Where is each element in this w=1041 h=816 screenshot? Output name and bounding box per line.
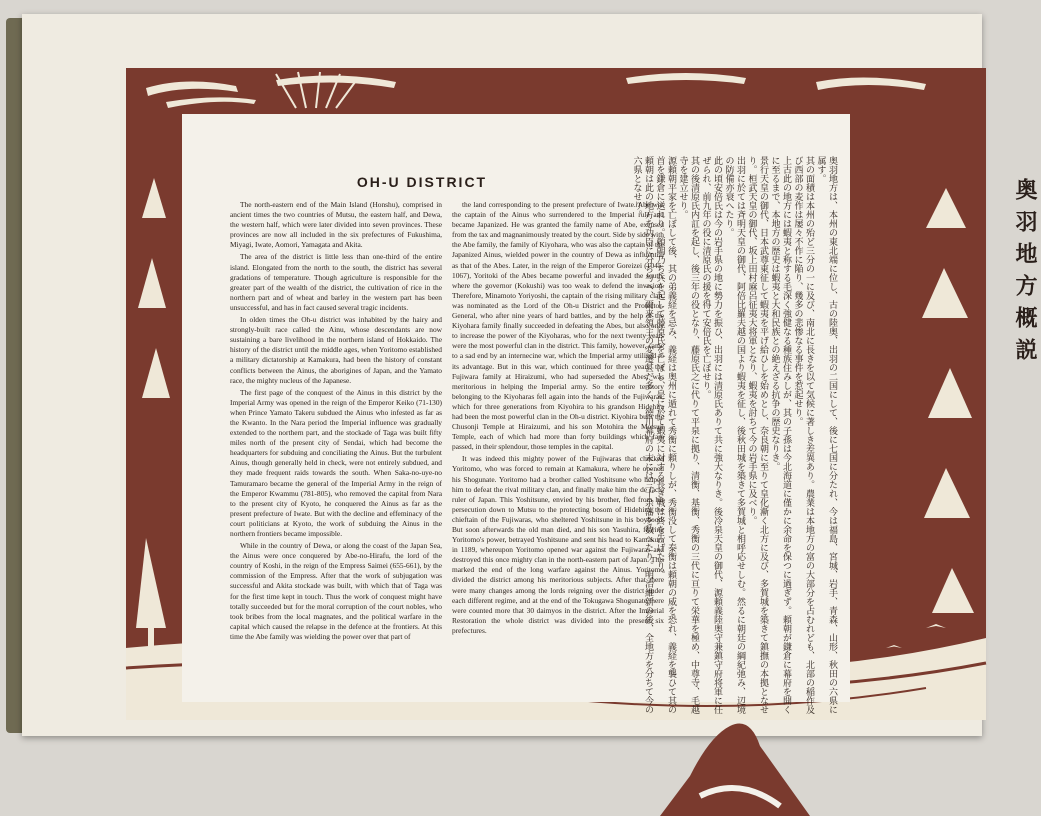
article-title: OH-U DISTRICT (356, 174, 488, 190)
right-trees (922, 188, 974, 613)
left-trees (136, 178, 170, 658)
paragraph: The first page of the conquest of the Ainus in this district by the Imperial Army was opened in the reign of the Emperor Keiko (71-130) when Prince Yamato Takeru subdued the Ainus who infested as far as the Kwanto. In the Nara period the Imperial influence was gradually extended to the northern part, and the stockade of Taga was built fifty miles north of the present city of Sendai, which had become the headquarters for subduing and conciliating the Ainus. But the turbulent Ainus, though generally held in check, were not entirely subdued, and they made frequent raids towards the south. When Saka-no-uye-no Tamuramaro became the general of the Imperial Army in the reign of the Emperor Kwammu (781-805), who removed the capital from Nara to the present city of Kyoto, he conquered the Ainus as far as the present prefecture of Iwate. But with the decline and effeminacy of the court politicians at Kyoto, the work of subduing the Ainus in the northern frontiers became impossible. (230, 387, 442, 538)
japanese-column: 源頼朝平家を亡ぼして後、其の弟義経を忌み、義経は奥州に遁れて秀衡に頼りしが、秀衡没して泰衡は頼朝の威を恐れ、義経を襲ひて其の首を鎌倉に送れり。頼朝乃ち兵を起して藤原氏を亡ぼし、是に於て蝦夷に対する長き戦は終を告げたり。 (655, 156, 677, 714)
japanese-column: 此の頃安倍氏は今の岩手県の地に勢力を振ひ、出羽には清原氏ありて共に強大なりき。後冷泉天皇の御代、源頼義陸奥守兼鎮守府将軍に任ぜられ、前九年の役に清原氏の援を得て安倍氏を亡ぼせり。 (701, 156, 723, 714)
japanese-column: 上古此の地方には蝦夷と称する毛深く強健なる種族住みしが、其の子孫は今北海道に僅かに余命を保つに過ぎず。頼朝が鎌倉に幕府を開くに至るまで、本地方の歴史は蝦夷と大和民族との絶えざる抗争の歴史なりき。 (770, 156, 792, 714)
woodblock-frame (126, 68, 1038, 720)
japanese-text-block (632, 156, 838, 716)
english-column-1 (230, 200, 442, 644)
japanese-column: 景行天皇の御代、日本武尊東征して蝦夷を平げ給ひしを始めとし、奈良朝に至りて皇化漸く北方に及び、多賀城を築きて鎮撫の本拠となせり。桓武天皇の御代、坂上田村麻呂征夷大将軍となり、蝦夷を討ちて今の岩手県に及べり。 (747, 156, 769, 714)
japanese-column: 出羽に於ては斉明天皇の御代、阿倍比羅夫越の国より蝦夷を征し、後秋田城を築きて多賀城と相呼応せしむ。然るに朝廷の綱紀弛み、辺境の防備亦衰へたり。 (724, 156, 746, 714)
paragraph: the land corresponding to the present prefecture of Iwate. Abe was the captain of the Ainus who surrendered to the Imperial rule and became Japanized. He was granted the family name of Abe, excused from the tax and magnanimously treated by the court. Side by side with the Abe family, the family of Kiyohara, who was also the captain of the Japanized Ainus, wielded power in the country of Dewa as influential as that of the Abes. Later, in the reign of the Emperor Goreizei (1045-1067), Yoritoki of the Abes became powerful and invaded the south, where the governor (Kokushi) was too weak to defend the invasion. Therefore, Minamoto Yoriyoshi, the captain of the rising military clan, was nominated as the Lord of the Oh-u District and the Protector-General, who after nine years of hard battles, and by the help of the Kiyohara family finally succeeded in defeating the Abes, but also only to increase the power of the Kiyoharas, who for the next twenty years were the most powerful clan in the district. This family, however, came to a sad end by an internecine war, which the Imperial army utilized to its advantage. But in this war, which continued for three years, the Fujiwara family at Hiraizumi, who had superseded the Abes, was meritorious in helping the Imperial army. So the entire territory belonging to the Kiyoharas fell again into the hands of the Fujiwaras, which for three generations from Kiyohira to his grandson Hidehira had been the most powerful clan in the Oh-u district. Kiyohira built the Chusonji Temple at Hiraizumi, and his son Motohira the Motsuji Temple, each of which had more than forty buildings which fare passed, in their splendour, those temples in the capital. (452, 200, 664, 452)
japanese-title: 奥羽地方概説 (1013, 178, 1038, 370)
text-panel (182, 114, 850, 714)
paragraph: In olden times the Oh-u district was inhabited by the hairy and strongly-built race called the Ainu, whose descendants are now sustaining a bare livelihood in the northern island of Hokkaido. The history of the district until the middle ages, when Yoritomo established a military dictatorship at Kamakura, had been the history of constant conflicts between the Ainus, the aborigines of Japan, and the Yamato race, the mighty nucleus of the Japanese. (230, 315, 442, 385)
page (22, 14, 1038, 736)
paragraph: The area of the district is little less than one-third of the entire island. Elongated from the north to the south, the district has several gradations of temperature. Though agriculture is responsible for the greater part of the wealth of the district, the cultivation of rice in the northern part and of wheat and barley in the western part has been unsuccessful, and has in fact caused several tragic incidents. (230, 252, 442, 312)
japanese-column: 其の後清原氏内訌を起し、後三年の役となり、藤原氏之に代りて平泉に拠り、清衡、基衡、秀衡の三代に亘りて栄華を極め、中尊寺、毛越寺を建立せり。 (678, 156, 700, 714)
mountain-illustration (660, 716, 810, 816)
japanese-column: 奥羽地方は、本州の東北端に位し、古の陸奥、出羽の二国にして、後に七国に分たれ、今は福島、宮城、岩手、青森、山形、秋田の六県に属す。 (816, 156, 838, 714)
paragraph: It was indeed this mighty power of the Fujiwaras that checked Yoritomo, who was forced to remain at Kamakura, where he opened his Shogunate. Yoritomo had a brother called Yoshitsune who helped him to defeat the rival military clan, and finally make him the de facto ruler of Japan. This Yoshitsune, envied by his brother, fled from his persecution down to Mutsu to the protecting bosom of Hidehira, the chieftain of the Fujiwaras, who sheltered Yoshitsune in his boyhood. But soon afterwards the old man died, and his son Yasuhira, fearing Yoritomo's power, betrayed Yoshitsune and sent his head to Kamakura in 1189, whereupon Yoritomo opened war against the Fujiwaras and destroyed this once mighty clan in the north-eastern part of Japan. This marked the end of the long warfare against the Ainus. Yoritomo divided the district among his meritorious subjects. After that there were many changes among the lords reigning over the district under each different regime, and at the end of the Tokugawa Shogunate there were counted more that 30 daimyos in the district. After the Imperial Restoration the whole district was divided into the present six prefectures. (452, 454, 664, 635)
japanese-column: 其の面積は本州の殆ど三分の一に及び、南北に長きを以て気候に著しき差異あり。農業は本地方の富の大部分を占むれども、北部の稲作及び西部の麦作は屡々不作に陥り、幾多の悲惨なる事件を惹起せり。 (793, 156, 815, 714)
cloud-stripes (146, 73, 926, 108)
japanese-column: 頼朝は此の地方を功臣に分ち与へ、爾来領主の変遷甚だ多く、徳川幕府の末には三十余藩を数へたり。明治維新の後、全地方を分ちて今の六県となせり。 (632, 156, 654, 714)
paragraph: The north-eastern end of the Main Island (Honshu), comprised in ancient times the two countries of Mutsu, the eastern half, and Dewa, the western half, which were later divided into seven provinces. These provinces are now all included in the six prefectures of Fukushima, Miyagi, Iwate, Aomori, Yamagata and Akita. (230, 200, 442, 250)
paragraph: While in the country of Dewa, or along the coast of the Japan Sea, the Ainus were once conquered by Abe-no-Hirafu, the lord of the country of Koshi, in the reign of the Empress Saimei (655-661), by the commission of the Empress. After that the work of subjugation was successful and Akita stockade was built, with which that of Taga was for the first time kept in touch. Thus the work of conquest might have totally succeeded but for the moral corruption of the court nobles, who took bribes from the local magnates, and the political warfare in the capital which caused the relapse in the defence at the frontiers. At this time the Abe family was wielding the power over that part of (230, 541, 442, 641)
